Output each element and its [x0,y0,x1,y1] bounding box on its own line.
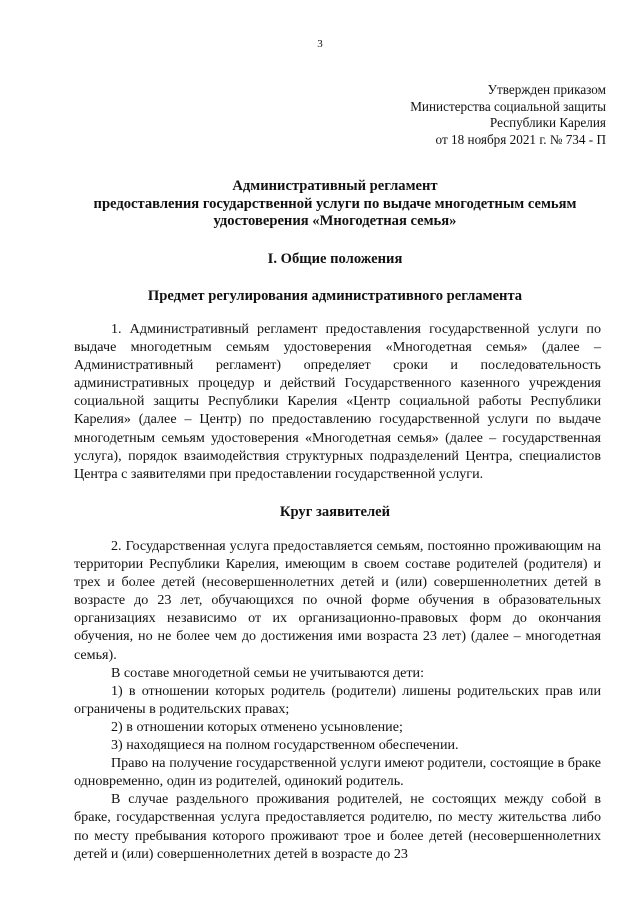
paragraph-4: Право на получение государственной услуги имеют родители, состоящие в браке одновременно, один из родителей, одинокий родитель. [74,755,601,790]
paragraph-5: В случае раздельного проживания родителей, не состоящих между собой в браке, государственная услуга предоставляется родителю, по месту жительства либо по месту пребывания которого проживают трое и более детей (несовершеннолетних детей и (или) совершеннолетних детей в возрасте до 23 [74,791,601,862]
title-line-3: удостоверения «Многодетная семья» [213,213,457,229]
paragraph-2: 2. Государственная услуга предоставляется семьям, постоянно проживающим на территории Республики Карелия, имеющим в своем составе родителей (родителя) и трех и более детей (несовершеннолетних детей и (или) совершеннолетних детей в возрасте до 23 лет, обучающихся по очной форме обучения в образовательных организациях независимо от их организационно-правовых форм до окончания обучения, но не более чем до достижения ими возраста 23 лет) (далее – многодетная семья). [74,538,601,663]
section-heading-general: I. Общие положения [267,251,403,267]
heading-subject-of-regulation: Предмет регулирования административного регламента [147,288,523,304]
list-item-3: 3) находящиеся на полном государственном обеспечении. [111,737,459,754]
approval-line-4: от 18 ноября 2021 г. № 734 - П [435,131,606,147]
approval-stamp-block [306,82,606,148]
page-number: 3 [317,38,323,50]
approval-line-2: Министерства социальной защиты [410,98,606,114]
heading-circle-of-applicants: Круг заявителей [279,504,391,520]
paragraph-3: В составе многодетной семьи не учитываются дети: [111,664,425,681]
document-title [70,178,600,231]
title-line-2: предоставления государственной услуги по выдаче многодетным семьям [93,195,577,212]
paragraph-1: 1. Административный регламент предоставления государственной услуги по выдаче многодетным семьям удостоверения «Многодетная семья» (далее – Административный регламент) определяет сроки и последовательность административных процедур и действий Государственного казенного учреждения социальной защиты Республики Карелия «Центр социальной работы Республики Карелия» (далее – Центр) по предоставлению государственной услуги по выдаче многодетным семьям удостоверения «Многодетная семья» (далее – государственная услуга), порядок взаимодействия структурных подразделений Центра, специалистов Центра с заявителями при предоставлении государственной услуги. [74,321,601,482]
title-line-1: Административный регламент [232,178,438,194]
section-subject-body [74,320,601,483]
section-applicants-body [74,537,601,863]
list-item-1: 1) в отношении которых родитель (родители) лишены родительских прав или ограничены в родительских правах; [74,682,601,717]
approval-line-3: Республики Карелия [489,115,606,130]
approval-line-1: Утвержден приказом [487,82,606,97]
list-item-2: 2) в отношении которых отменено усыновление; [111,718,403,735]
